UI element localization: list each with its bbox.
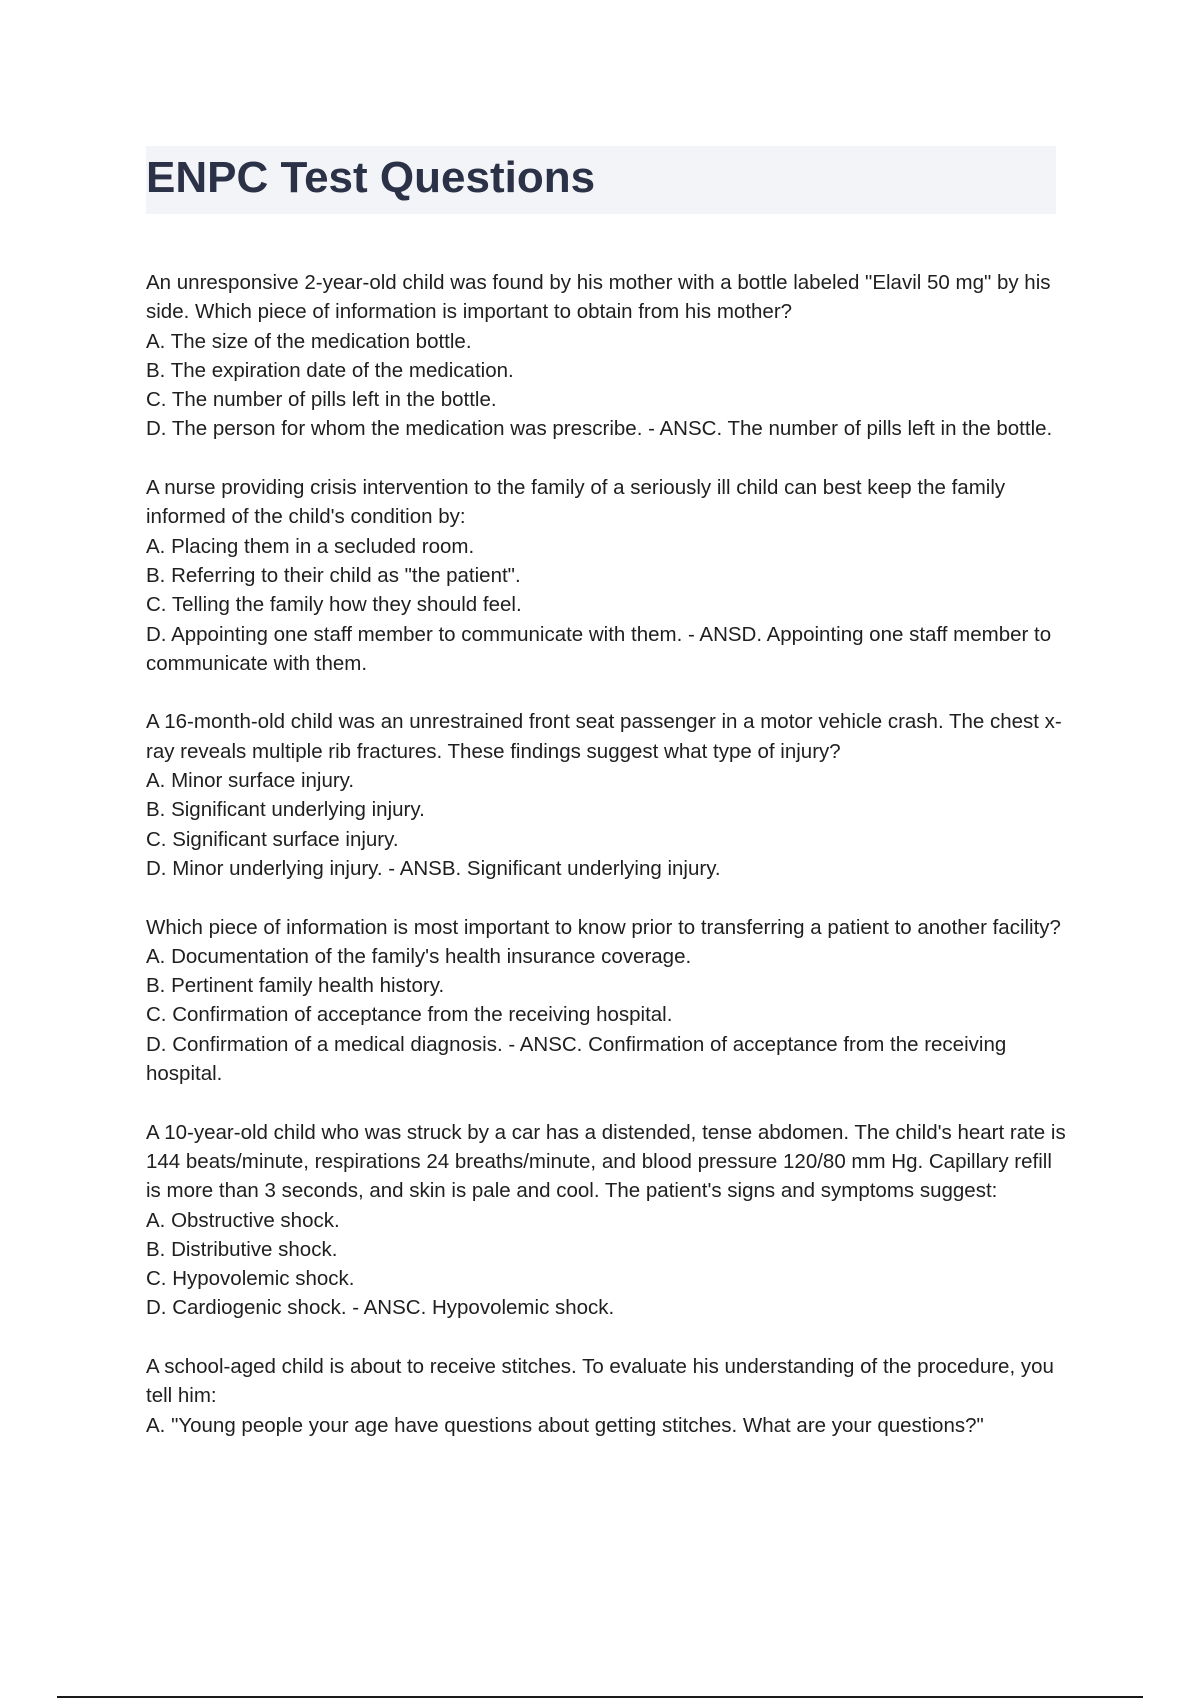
question-item xyxy=(146,268,1066,444)
answer-option: B. Referring to their child as "the patient". xyxy=(146,563,521,587)
answer-option: C. Telling the family how they should feel. xyxy=(146,593,522,617)
answer-option-with-answer: D. Appointing one staff member to communicate with them. - ANSD. Appointing one staff member to communicate with them. xyxy=(146,622,1052,675)
answer-option-with-answer: D. Cardiogenic shock. - ANSC. Hypovolemic shock. xyxy=(146,1296,615,1320)
question-stem: A nurse providing crisis intervention to the family of a seriously ill child can best keep the family informed of the child's condition by: xyxy=(146,476,1006,529)
question-item xyxy=(146,707,1066,883)
answer-option: B. The expiration date of the medication. xyxy=(146,358,514,382)
question-item xyxy=(146,913,1066,1089)
answer-option: C. The number of pills left in the bottle. xyxy=(146,388,497,412)
question-item xyxy=(146,1118,1066,1323)
answer-option: C. Confirmation of acceptance from the receiving hospital. xyxy=(146,1003,673,1027)
question-stem: Which piece of information is most important to know prior to transferring a patient to another facility? xyxy=(146,915,1061,939)
answer-option: B. Pertinent family health history. xyxy=(146,974,445,998)
answer-option: C. Significant surface injury. xyxy=(146,827,399,851)
answer-option: C. Hypovolemic shock. xyxy=(146,1267,355,1291)
page-title: ENPC Test Questions xyxy=(146,153,596,202)
answer-option: A. The size of the medication bottle. xyxy=(146,329,472,353)
answer-option: A. Placing them in a secluded room. xyxy=(146,534,475,558)
answer-option: A. Minor surface injury. xyxy=(146,769,355,793)
question-stem: A 16-month-old child was an unrestrained front seat passenger in a motor vehicle crash. The chest x-ray reveals multiple rib fractures. These findings suggest what type of injury? xyxy=(146,710,1062,763)
answer-option: A. Obstructive shock. xyxy=(146,1208,340,1232)
footer-divider xyxy=(57,1696,1143,1698)
answer-option-with-answer: D. The person for whom the medication was prescribe. - ANSC. The number of pills left in the bottle. xyxy=(146,417,1053,441)
question-stem: A school-aged child is about to receive stitches. To evaluate his understanding of the procedure, you tell him: xyxy=(146,1354,1054,1408)
answer-option: B. Distributive shock. xyxy=(146,1237,338,1261)
question-stem: A 10-year-old child who was struck by a car has a distended, tense abdomen. The child's heart rate is 144 beats/minute, respirations 24 breaths/minute, and blood pressure 120/80 mm Hg. Capillary refill is more than 3 seconds, and skin is pale and cool. The patient's signs and symptoms suggest: xyxy=(146,1120,1066,1203)
answer-option: A. Documentation of the family's health insurance coverage. xyxy=(146,944,692,968)
answer-option-with-answer: D. Minor underlying injury. - ANSB. Significant underlying injury. xyxy=(146,856,721,880)
question-item xyxy=(146,473,1066,678)
question-item xyxy=(146,1352,1066,1440)
answer-option: A. "Young people your age have questions about getting stitches. What are your questions?" xyxy=(146,1413,984,1437)
question-stem: An unresponsive 2-year-old child was found by his mother with a bottle labeled "Elavil 50 mg" by his side. Which piece of information is important to obtain from his mother? xyxy=(146,271,1051,324)
answer-option: B. Significant underlying injury. xyxy=(146,798,425,822)
question-list xyxy=(146,268,1066,1469)
answer-option-with-answer: D. Confirmation of a medical diagnosis. - ANSC. Confirmation of acceptance from the receiving hospital. xyxy=(146,1032,1007,1086)
